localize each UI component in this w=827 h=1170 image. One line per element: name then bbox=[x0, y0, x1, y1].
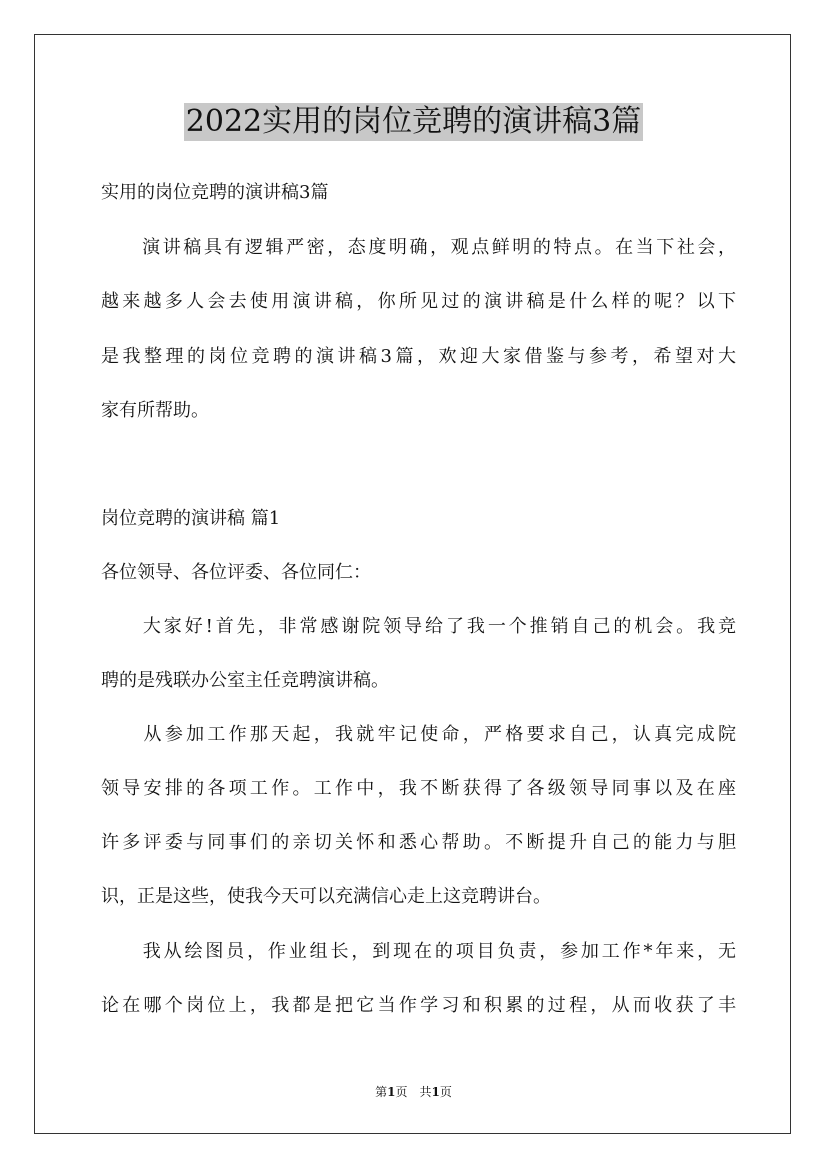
current-page-number: 1 bbox=[387, 1085, 396, 1099]
body-line: 我从绘图员，作业组长，到现在的项目负责，参加工作*年来，无 bbox=[101, 941, 736, 962]
section-heading: 岗位竞聘的演讲稿 篇1 bbox=[101, 508, 281, 529]
body-line: 识，正是这些，使我今天可以充满信心走上这竞聘讲台。 bbox=[101, 886, 551, 907]
body-line: 聘的是残联办公室主任竞聘演讲稿。 bbox=[101, 670, 389, 691]
body-line: 是我整理的岗位竞聘的演讲稿3篇，欢迎大家借鉴与参考，希望对大 bbox=[101, 346, 736, 367]
body-line: 大家好!首先，非常感谢院领导给了我一个推销自己的机会。我竞 bbox=[101, 616, 736, 637]
footer-label: 页 共 bbox=[395, 1085, 432, 1099]
body-line: 越来越多人会去使用演讲稿，你所见过的演讲稿是什么样的呢？以下 bbox=[101, 291, 736, 312]
footer-label: 页 bbox=[439, 1085, 452, 1099]
body-line: 领导安排的各项工作。工作中，我不断获得了各级领导同事以及在座 bbox=[101, 778, 736, 799]
page-footer bbox=[0, 1084, 827, 1100]
body-line: 许多评委与同事们的亲切关怀和悉心帮助。不断提升自己的能力与胆 bbox=[101, 832, 736, 853]
title-wrap bbox=[0, 103, 827, 141]
subtitle-line: 实用的岗位竞聘的演讲稿3篇 bbox=[101, 182, 329, 203]
body-line: 演讲稿具有逻辑严密，态度明确，观点鲜明的特点。在当下社会， bbox=[101, 237, 736, 258]
body-line: 家有所帮助。 bbox=[101, 400, 209, 421]
footer-label: 第 bbox=[375, 1085, 388, 1099]
document-title: 2022实用的岗位竞聘的演讲稿3篇 bbox=[185, 104, 642, 139]
salutation-line: 各位领导、各位评委、各位同仁： bbox=[101, 562, 371, 583]
body-line: 论在哪个岗位上，我都是把它当作学习和积累的过程，从而收获了丰 bbox=[101, 995, 736, 1016]
total-pages-number: 1 bbox=[431, 1085, 440, 1099]
body-line: 从参加工作那天起，我就牢记使命，严格要求自己，认真完成院 bbox=[101, 724, 736, 745]
